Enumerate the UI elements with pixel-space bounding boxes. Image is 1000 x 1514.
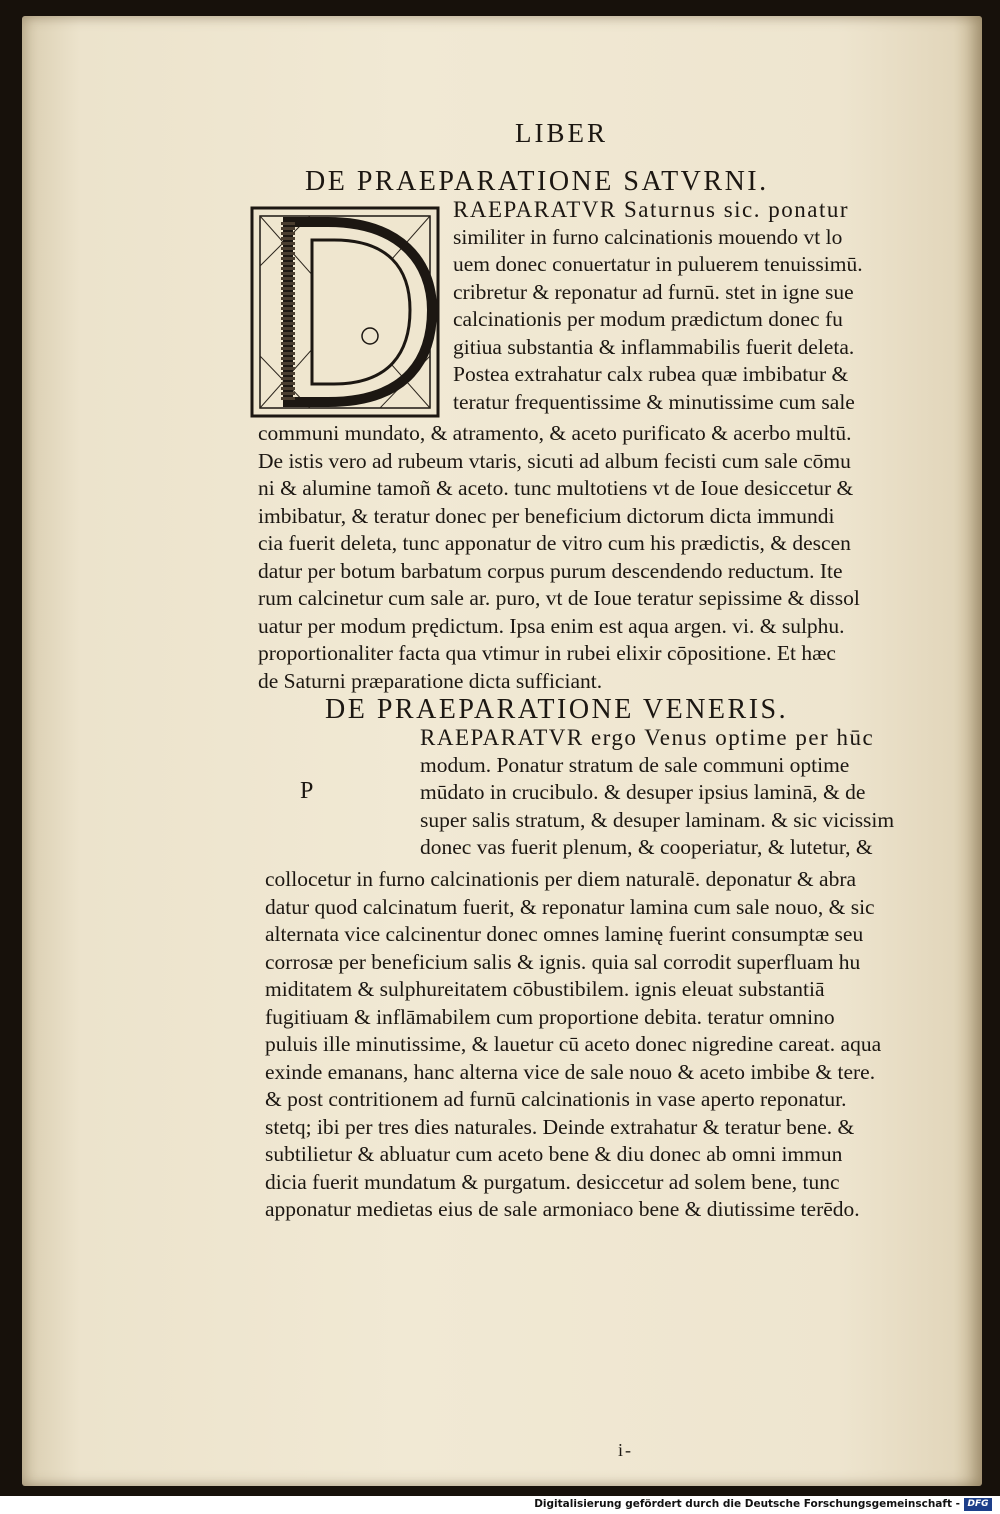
text-line: collocetur in furno calcinationis per diem naturalē. deponatur & abra [265,867,857,891]
section1-indented-paragraph [453,196,863,416]
text-line: & post contritionem ad furnū calcinationis in vase aperto reponatur. [265,1087,847,1111]
text-line: communi mundato, & atramento, & aceto purificato & acerbo multū. [258,421,852,445]
text-line: dicia fuerit mundatum & purgatum. desiccetur ad solem bene, tunc [265,1169,840,1194]
text-line: donec vas fuerit plenum, & cooperiatur, & lutetur, & [420,835,873,859]
text-line: datur quod calcinatum fuerit, & reponatur lamina cum sale nouo, & sic [265,894,875,919]
text-line: corrosæ per beneficium salis & ignis. quia sal corrodit superfluam hu [265,949,861,974]
text-line: De istis vero ad rubeum vtaris, sicuti ad album fecisti cum sale cōmu [258,448,851,473]
text-line: cia fuerit deleta, tunc apponatur de vitro cum his prædictis, & descen [258,531,851,555]
text-line: Postea extrahatur calx rubea quæ imbibatur & [453,362,849,386]
text-line: gitiua substantia & inflammabilis fuerit deleta. [453,334,855,359]
text-line: apponatur medietas eius de sale armoniaco bene & diutissime terēdo. [265,1197,860,1221]
section1-full-paragraph [258,420,860,695]
text-line: uem donec conuertatur in puluerem tenuissimū. [453,252,863,276]
text-line: modum. Ponatur stratum de sale communi optime [420,752,850,777]
decorated-initial-d [250,206,440,418]
text-line: ni & alumine tamoñ & aceto. tunc multotiens vt de Ioue desiccetur & [258,476,854,500]
text-line: imbibatur, & teratur donec per beneficium dictorum dicta immundi [258,503,835,528]
text-line: subtilietur & abluatur cum aceto bene & diu donec ab omni immun [265,1142,843,1166]
text-line: miditatem & sulphureitatem cōbustibilem. ignis eleuat substantiā [265,977,825,1001]
text-line: mūdato in crucibulo. & desuper ipsius laminā, & de [420,780,866,804]
running-head: LIBER [515,118,608,148]
text-line: exinde emanans, hanc alterna vice de sale nouo & aceto imbibe & tere. [265,1059,876,1084]
text-line: RAEPARATVR Saturnus sic. ponatur [453,197,849,222]
footer-credit: Digitalisierung gefördert durch die Deutsche Forschungsgemeinschaft - [534,1498,960,1510]
section-heading-veneris: DE PRAEPARATIONE VENERIS. [325,694,789,725]
dfg-logo: DFG [964,1498,992,1511]
text-line: uatur per modum prędictum. Ipsa enim est aqua argen. vi. & sulphu. [258,613,845,638]
text-line: proportionaliter facta qua vtimur in rubei elixir cōpositione. Et hæc [258,641,836,665]
text-line: calcinationis per modum prædictum donec fu [453,307,843,331]
text-line: puluis ille minutissime, & lauetur cū aceto donec nigredine careat. aqua [265,1032,882,1056]
text-line: teratur frequentissime & minutissime cum sale [453,389,855,414]
text-line: stetq; ibi per tres dies naturales. Deinde extrahatur & teratur bene. & [265,1114,855,1139]
catchmark: i- [618,1440,633,1460]
section-heading-saturni: DE PRAEPARATIONE SATVRNI. [305,166,769,197]
text-line: de Saturni præparatione dicta sufficiant. [258,668,603,693]
text-line: alternata vice calcinentur donec omnes laminę fuerint consumptæ seu [265,922,864,946]
text-line: super salis stratum, & desuper laminam. & sic vicissim [420,807,895,832]
text-line: similiter in furno calcinationis mouendo vt lo [453,224,843,249]
text-line: datur per botum barbatum corpus purum descendendo reductum. Ite [258,558,843,583]
text-line: rum calcinetur cum sale ar. puro, vt de Ioue teratur sepissime & dissol [258,586,860,610]
section2-full-paragraph [265,866,881,1224]
section2-indented-paragraph [420,724,894,862]
text-line: fugitiuam & inflāmabilem cum proportione debita. teratur omnino [265,1004,835,1029]
text-line: RAEPARATVR ergo Venus optime per hūc [420,725,875,750]
text-line: cribretur & reponatur ad furnū. stet in igne sue [453,279,854,304]
guide-letter-p: P [300,778,314,804]
